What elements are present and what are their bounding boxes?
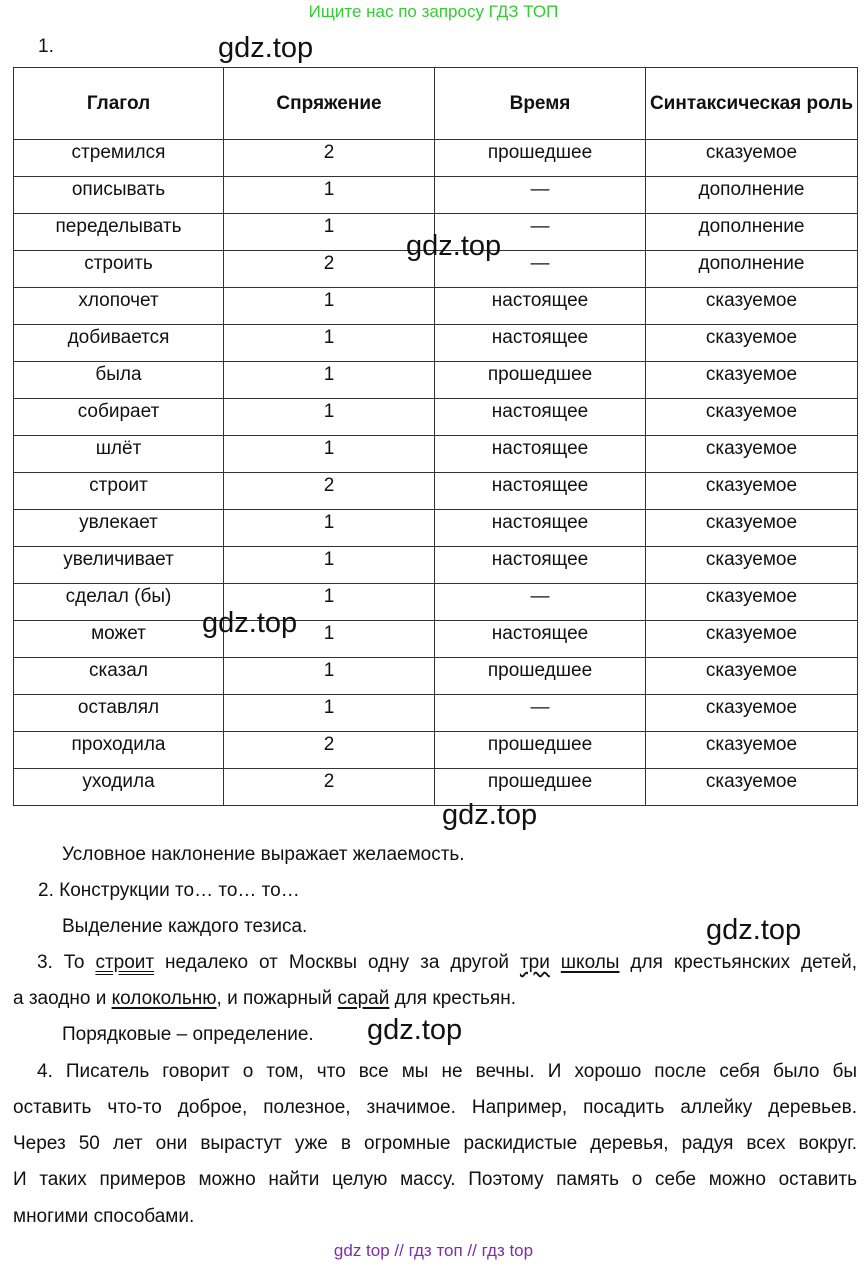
cell-conjugation: 1 xyxy=(224,547,435,584)
table-row xyxy=(14,177,858,214)
cell-conjugation: 2 xyxy=(224,769,435,806)
text-segment: для крестьян. xyxy=(389,988,516,1009)
table-row xyxy=(14,288,858,325)
modifier-word: три xyxy=(519,952,550,973)
search-banner: Ищите нас по запросу ГДЗ ТОП xyxy=(308,2,559,21)
cell-tense: — xyxy=(435,251,646,288)
header-conjugation: Спряжение xyxy=(224,68,435,140)
cell-conjugation: 2 xyxy=(224,251,435,288)
cell-tense: — xyxy=(435,695,646,732)
task-4-line-4: И таких примеров можно найти целую массу. Поэтому память о себе можно оставить xyxy=(13,1169,857,1190)
cell-verb: строит xyxy=(14,473,224,510)
object-word: сарай xyxy=(337,988,390,1009)
cell-tense: — xyxy=(435,177,646,214)
text-segment: для крестьянских детей, xyxy=(619,952,858,973)
task-3-note: Порядковые – определение. xyxy=(62,1024,314,1045)
task-2-line-1: 2. Конструкции то… то… то… xyxy=(38,880,300,901)
cell-syntactic-role: дополнение xyxy=(646,214,858,251)
cell-conjugation: 1 xyxy=(224,214,435,251)
cell-conjugation: 1 xyxy=(224,288,435,325)
cell-verb: описывать xyxy=(14,177,224,214)
table-row xyxy=(14,140,858,177)
task-3-line-2 xyxy=(13,987,516,1011)
cell-tense: прошедшее xyxy=(435,658,646,695)
cell-conjugation: 1 xyxy=(224,399,435,436)
cell-conjugation: 1 xyxy=(224,584,435,621)
cell-tense: настоящее xyxy=(435,510,646,547)
cell-syntactic-role: дополнение xyxy=(646,177,858,214)
object-word: школы xyxy=(560,952,620,973)
table-row xyxy=(14,436,858,473)
table-row xyxy=(14,510,858,547)
text-segment: , и пожарный xyxy=(216,988,338,1009)
cell-conjugation: 2 xyxy=(224,473,435,510)
cell-tense: настоящее xyxy=(435,399,646,436)
table-row xyxy=(14,399,858,436)
watermark: gdz.top xyxy=(218,32,314,64)
cell-tense: прошедшее xyxy=(435,140,646,177)
text-segment: недалеко от Москвы одну за другой xyxy=(154,952,520,973)
task-4-line-2: оставить что-то доброе, полезное, значимое. Например, посадить аллейку деревьев. xyxy=(13,1097,857,1118)
cell-tense: настоящее xyxy=(435,436,646,473)
cell-conjugation: 1 xyxy=(224,621,435,658)
table-row xyxy=(14,732,858,769)
cell-verb: переделывать xyxy=(14,214,224,251)
cell-verb: проходила xyxy=(14,732,224,769)
table-row xyxy=(14,362,858,399)
header-syntactic-role: Синтаксическая роль xyxy=(646,68,858,140)
cell-verb: сделал (бы) xyxy=(14,584,224,621)
table-row xyxy=(14,658,858,695)
cell-syntactic-role: сказуемое xyxy=(646,621,858,658)
table-row xyxy=(14,621,858,658)
cell-conjugation: 1 xyxy=(224,436,435,473)
text-segment: а заодно и xyxy=(13,988,112,1009)
task-2-line-2: Выделение каждого тезиса. xyxy=(62,916,308,937)
cell-syntactic-role: сказуемое xyxy=(646,658,858,695)
cell-syntactic-role: сказуемое xyxy=(646,288,858,325)
object-word: колокольню xyxy=(111,988,217,1009)
verb-table xyxy=(13,67,858,806)
watermark: gdz.top xyxy=(406,230,502,262)
cell-tense: настоящее xyxy=(435,621,646,658)
cell-syntactic-role: сказуемое xyxy=(646,140,858,177)
cell-syntactic-role: сказуемое xyxy=(646,436,858,473)
cell-syntactic-role: сказуемое xyxy=(646,695,858,732)
task-4-line-3: Через 50 лет они вырастут уже в огромные раскидистые деревья, радуя всех вокруг. xyxy=(13,1133,857,1154)
cell-syntactic-role: сказуемое xyxy=(646,399,858,436)
watermark: gdz.top xyxy=(367,1014,463,1046)
cell-syntactic-role: сказуемое xyxy=(646,584,858,621)
cell-conjugation: 1 xyxy=(224,658,435,695)
cell-tense: настоящее xyxy=(435,288,646,325)
cell-tense: прошедшее xyxy=(435,362,646,399)
text-segment: 3. То xyxy=(37,952,96,973)
cell-tense: прошедшее xyxy=(435,732,646,769)
cell-tense: — xyxy=(435,584,646,621)
cell-syntactic-role: сказуемое xyxy=(646,362,858,399)
cell-syntactic-role: сказуемое xyxy=(646,510,858,547)
cell-verb: шлёт xyxy=(14,436,224,473)
cell-verb: хлопочет xyxy=(14,288,224,325)
text-segment xyxy=(550,952,561,973)
header-verb: Глагол xyxy=(14,68,224,140)
watermark: gdz.top xyxy=(706,914,802,946)
footer-links: gdz top // гдз топ // гдз top xyxy=(333,1241,534,1260)
cell-conjugation: 2 xyxy=(224,732,435,769)
cell-verb: увеличивает xyxy=(14,547,224,584)
cell-verb: добивается xyxy=(14,325,224,362)
cell-verb: собирает xyxy=(14,399,224,436)
cell-tense: настоящее xyxy=(435,325,646,362)
task-4-line-5: многими способами. xyxy=(13,1206,195,1227)
cell-conjugation: 1 xyxy=(224,325,435,362)
header-tense: Время xyxy=(435,68,646,140)
watermark: gdz.top xyxy=(442,799,538,831)
cell-tense: настоящее xyxy=(435,547,646,584)
table-row xyxy=(14,325,858,362)
cell-verb: оставлял xyxy=(14,695,224,732)
cell-conjugation: 1 xyxy=(224,362,435,399)
cell-verb: была xyxy=(14,362,224,399)
cell-conjugation: 1 xyxy=(224,695,435,732)
cell-syntactic-role: сказуемое xyxy=(646,547,858,584)
table-row xyxy=(14,769,858,806)
cell-verb: может xyxy=(14,621,224,658)
cell-conjugation: 2 xyxy=(224,140,435,177)
predicate-word: строит xyxy=(95,952,155,973)
cell-tense: — xyxy=(435,214,646,251)
cell-verb: увлекает xyxy=(14,510,224,547)
task-1-note: Условное наклонение выражает желаемость. xyxy=(62,844,465,865)
table-row xyxy=(14,695,858,732)
table-header-row xyxy=(14,68,858,140)
cell-syntactic-role: сказуемое xyxy=(646,325,858,362)
cell-verb: сказал xyxy=(14,658,224,695)
cell-tense: настоящее xyxy=(435,473,646,510)
cell-syntactic-role: сказуемое xyxy=(646,473,858,510)
cell-verb: стремился xyxy=(14,140,224,177)
watermark: gdz.top xyxy=(202,607,298,639)
task-4-line-1: 4. Писатель говорит о том, что все мы не вечны. И хорошо после себя было бы xyxy=(37,1061,857,1082)
cell-conjugation: 1 xyxy=(224,510,435,547)
cell-tense: прошедшее xyxy=(435,769,646,806)
cell-syntactic-role: дополнение xyxy=(646,251,858,288)
task-1-number: 1. xyxy=(38,36,54,57)
cell-syntactic-role: сказуемое xyxy=(646,732,858,769)
cell-verb: строить xyxy=(14,251,224,288)
table-row xyxy=(14,547,858,584)
task-3-line-1 xyxy=(37,951,857,975)
cell-syntactic-role: сказуемое xyxy=(646,769,858,806)
table-row xyxy=(14,473,858,510)
table-row xyxy=(14,584,858,621)
cell-conjugation: 1 xyxy=(224,177,435,214)
cell-verb: уходила xyxy=(14,769,224,806)
